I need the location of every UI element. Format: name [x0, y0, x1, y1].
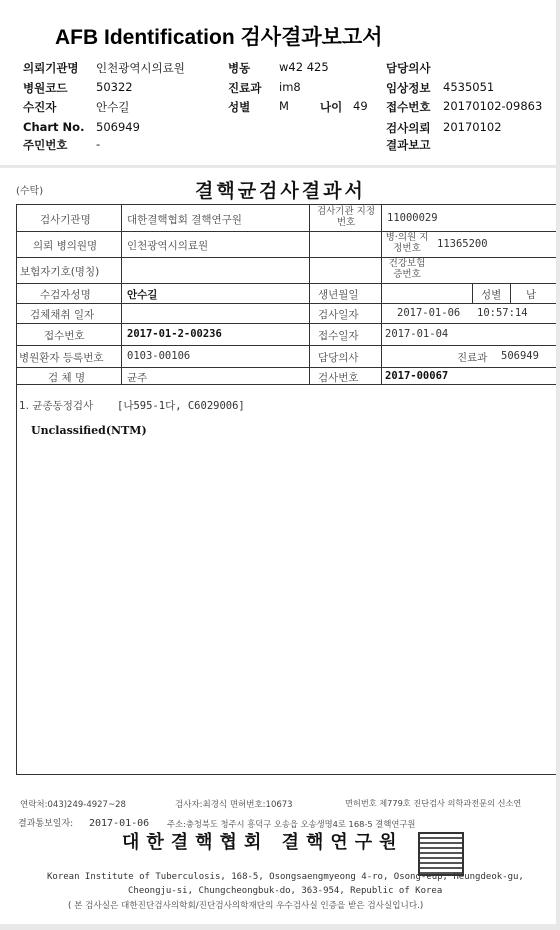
footer-tel: 연락처:043)249-4927~28 [20, 800, 126, 810]
cell-label: 검사번호 [318, 372, 359, 384]
field-value: - [96, 137, 101, 151]
cell-value: 11365200 [437, 238, 488, 250]
field-value: 20170102-09863 [443, 99, 543, 113]
institute-name: 대한결핵협회 결핵연구원 [122, 832, 404, 853]
cell-label: 담당의사 [318, 352, 359, 364]
footer-tester: 검사자:최경식 면허번호:10673 [175, 800, 293, 810]
field-value: 20170102 [443, 120, 502, 134]
cell-value: 0103-00106 [127, 350, 191, 362]
cell-value: 남 [526, 289, 537, 301]
report-title: 결핵균검사결과서 [195, 180, 366, 202]
cell-value: 10:57:14 [477, 307, 528, 319]
field-label: 진료과 [228, 81, 262, 95]
field-label: 수진자 [23, 100, 57, 114]
report-header [0, 0, 556, 165]
cell-label: 검 체 명 [48, 372, 86, 384]
field-label: 검사의뢰 [386, 121, 431, 135]
cell-value: 인천광역시의료원 [127, 240, 209, 252]
result-heading: 1. 균종동정검사 [19, 400, 94, 412]
cell-label: 병·의원 지정번호 [385, 232, 429, 254]
cell-value: 균주 [127, 372, 148, 384]
field-label: Chart No. [23, 120, 85, 134]
cell-label: 검사일자 [318, 309, 359, 321]
cell-label: 검사기관 지정번호 [316, 206, 376, 228]
cell-label: 성별 [481, 289, 502, 301]
cell-label: 검체채취 일자 [30, 309, 95, 321]
field-label: 병원코드 [23, 81, 68, 95]
field-value: 506949 [96, 120, 140, 134]
cell-label: 병원환자 등록번호 [19, 352, 104, 364]
page-title: AFB Identification 검사결과보고서 [55, 26, 383, 49]
footer-address: 주소:충청북도 청주시 흥덕구 오송읍 오송생명4로 168-5 결핵연구원 [167, 819, 416, 829]
field-value: 49 [353, 99, 368, 113]
field-label: 접수번호 [386, 100, 431, 114]
institute-address-en: Korean Institute of Tuberculosis, 168-5, Osongsaengmyeong 4-ro, Osong-eup, Heungdeok-gu, [47, 872, 524, 882]
result-code: [나595-1다, C6029006] [117, 400, 245, 412]
cell-value: 2017-01-04 [385, 328, 449, 340]
field-label: 의뢰기관명 [23, 61, 79, 75]
field-value: M [279, 99, 289, 113]
field-label: 나이 [320, 100, 343, 114]
cell-label: 생년월일 [318, 289, 359, 301]
cell-label: 접수일자 [318, 330, 359, 342]
patient-name: 안수길 [127, 289, 158, 301]
field-label: 주민번호 [23, 138, 68, 152]
field-value: 50322 [96, 80, 133, 94]
certification-note: ( 본 검사실은 대한진단검사의학회/진단검사의학재단의 우수검사실 인증을 받은 검사실입니다.) [68, 901, 424, 911]
footer-date-label: 결과통보일자: [18, 819, 74, 829]
cell-value: 2017-01-2-00236 [127, 328, 222, 340]
cell-value: 2017-01-06 [397, 307, 461, 319]
field-value: 4535051 [443, 80, 495, 94]
consignment-label: (수탁) [16, 186, 44, 197]
cell-label: 진료과 [457, 352, 488, 364]
cell-value: 11000029 [387, 212, 438, 224]
scanned-report [0, 168, 556, 924]
official-seal [418, 832, 464, 876]
field-value: w42 425 [279, 60, 329, 74]
cell-label: 접수번호 [44, 330, 85, 342]
footer-license: 면허번호 제779호 진단검사 의학과전문의 신소연 [345, 798, 522, 808]
field-label: 병동 [228, 61, 251, 75]
institute-address-en-2: Cheongju-si, Chungcheongbuk-do, 363-954, Republic of Korea [128, 886, 443, 896]
field-value: im8 [279, 80, 301, 94]
field-value: 안수길 [96, 100, 130, 114]
cell-label: 건강보험 증번호 [388, 258, 426, 280]
footer-date: 2017-01-06 [89, 818, 150, 829]
field-label: 임상정보 [386, 81, 431, 95]
cell-label: 검사기관명 [40, 214, 91, 226]
field-label: 결과보고 [386, 138, 431, 152]
cell-value: 506949 [501, 350, 539, 362]
field-label: 성별 [228, 100, 251, 114]
cell-label: 의뢰 병의원명 [33, 240, 98, 252]
cell-value: 대한결핵협회 결핵연구원 [127, 214, 242, 226]
field-label: 담당의사 [386, 61, 431, 75]
cell-value: 2017-00067 [385, 370, 449, 382]
cell-label: 보험자기호(명칭) [20, 266, 100, 278]
field-value: 인천광역시의료원 [96, 61, 185, 75]
result-value: Unclassified(NTM) [31, 424, 147, 437]
cell-label: 수검자성명 [40, 289, 91, 301]
